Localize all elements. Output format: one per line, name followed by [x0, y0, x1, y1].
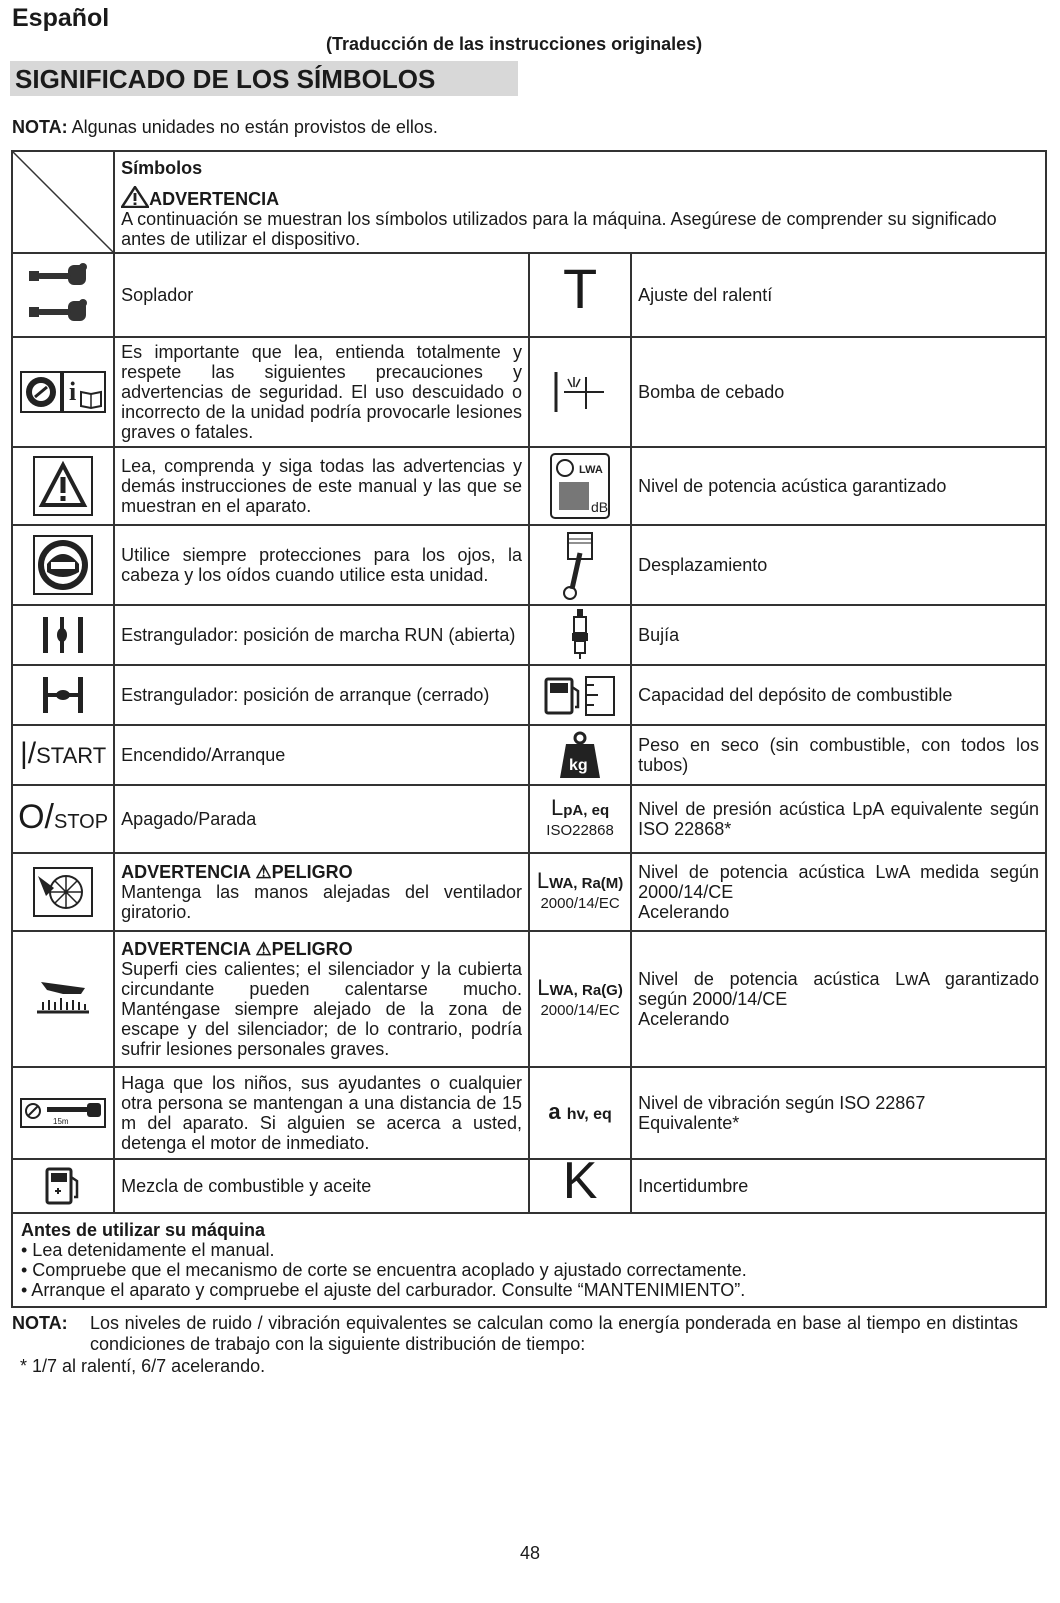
warning-triangle-icon [121, 186, 149, 208]
lpa-label: Nivel de presión acústica LpA equivalente según ISO 22868* [631, 785, 1046, 853]
lwa-measured-cell: Nivel de potencia acústica LwA medida según 2000/14/CE Acelerando [631, 853, 1046, 931]
before-use-row [12, 1213, 1046, 1307]
primer-pump-icon [529, 337, 631, 447]
table-row [12, 1159, 1046, 1213]
spark-plug-icon [529, 605, 631, 665]
svg-text:kg: kg [569, 757, 588, 774]
choke-start-text: Estrangulador: posición de arranque (cerrado) [114, 665, 529, 725]
section-title: SIGNIFICADO DE LOS SÍMBOLOS [10, 61, 518, 96]
table-row [12, 931, 1046, 1067]
list-item: • Arranque el aparato y compruebe el ajuste del carburador. Consulte “MANTENIMIENTO”. [21, 1280, 746, 1300]
page-number: 48 [519, 1543, 541, 1563]
table-row [12, 853, 1046, 931]
list-item: • Compruebe que el mecanismo de corte se encuentra acoplado y ajustado correctamente. [21, 1260, 747, 1280]
table-row [12, 525, 1046, 605]
primer-pump-label: Bomba de cebado [631, 337, 1046, 447]
caution-triangle-icon [12, 447, 114, 525]
idle-adjust-symbol: T [529, 253, 631, 337]
language-label: Español [12, 4, 110, 32]
warning-heading: ADVERTENCIA [121, 186, 1039, 209]
uncertainty-symbol: K [529, 1159, 631, 1213]
svg-text:i: i [69, 377, 77, 406]
read-instructions-text: Lea, comprenda y siga todas las advertencias y demás instrucciones de este manual y las que se muestran en el aparato. [114, 447, 529, 525]
translation-subtitle: (Traducción de las instrucciones originales) [326, 34, 703, 54]
lwa-guaranteed-cell: Nivel de potencia acústica LwA garantizado según 2000/14/CE Acelerando [631, 931, 1046, 1067]
symbols-table [11, 150, 1047, 1308]
spark-plug-label: Bujía [631, 605, 1046, 665]
vibration-cell: Nivel de vibración según ISO 22867 Equivalente* [631, 1067, 1046, 1159]
fuel-oil-mix-label: Mezcla de combustible y aceite [114, 1159, 529, 1213]
dry-weight-label: Peso en seco (sin combustible, con todos los tubos) [631, 725, 1046, 785]
diagonal-cell [12, 151, 114, 253]
table-row [12, 605, 1046, 665]
uncertainty-label: Incertidumbre [631, 1159, 1046, 1213]
vibration-symbol: a hv, eq [529, 1067, 631, 1159]
time-distribution-note: * 1/7 al ralentí, 6/7 acelerando. [20, 1356, 266, 1376]
displacement-label: Desplazamiento [631, 525, 1046, 605]
nota-bottom: NOTA: Los niveles de ruido / vibración equivalentes se calculan como la energía ponderada en base al tiempo en distintas condiciones de trabajo con la siguiente distribución de tiempo: [12, 1313, 1018, 1354]
blower-icon [12, 253, 114, 337]
protective-gear-text: Utilice siempre protecciones para los ojos, la cabeza y los oídos cuando utilice esta unidad. [114, 525, 529, 605]
hot-surface-icon [12, 931, 114, 1067]
stop-label: Apagado/Parada [114, 785, 529, 853]
list-item: • Lea detenidamente el manual. [21, 1240, 275, 1260]
start-label: Encendido/Arranque [114, 725, 529, 785]
sound-power-icon [529, 447, 631, 525]
safety-warning-text: Es importante que lea, entienda totalmente y respete las siguientes precauciones y advertencias de seguridad. El uso descuidado o incorrecto de la unidad podría provocarle lesiones graves o fatales. [114, 337, 529, 447]
read-manual-icon [12, 337, 114, 447]
table-row [12, 447, 1046, 525]
svg-text:LWA: LWA [579, 464, 603, 476]
rotating-fan-icon [12, 853, 114, 931]
protective-gear-icon [12, 525, 114, 605]
hot-surface-warning-cell: ADVERTENCIA ⚠PELIGRO Superfi cies calientes; el silenciador y la cubierta circundante pueden calentarse mucho. Manténgase siempre alejado de la zona de escape y del silenciador; de lo contrario, podría sufrir lesiones personales graves. [114, 931, 529, 1067]
fan-warning-cell: ADVERTENCIA ⚠PELIGRO Mantenga las manos alejadas del ventilador giratorio. [114, 853, 529, 931]
keep-distance-icon [12, 1067, 114, 1159]
warning-text: A continuación se muestran los símbolos utilizados para la máquina. Asegúrese de comprender su significado antes de utilizar el dispositivo. [121, 209, 997, 249]
fuel-tank-capacity-icon [529, 665, 631, 725]
fuel-tank-capacity-label: Capacidad del depósito de combustible [631, 665, 1046, 725]
idle-adjust-label: Ajuste del ralentí [631, 253, 1046, 337]
stop-symbol: O/STOP [12, 785, 114, 853]
symbols-heading: Símbolos [121, 158, 203, 178]
blower-label: Soplador [114, 253, 529, 337]
table-row [12, 1067, 1046, 1159]
svg-text:dB: dB [591, 499, 609, 515]
table-header-row [12, 151, 1046, 253]
lwa-measured-symbol: LWA, Ra(M) 2000/14/EC [529, 853, 631, 931]
table-row [12, 785, 1046, 853]
keep-distance-text: Haga que los niños, sus ayudantes o cualquier otra persona se mantengan a una distancia de 15 m del aparato. Si alguien se acerca a usted, detenga el motor de inmediato. [114, 1067, 529, 1159]
choke-closed-icon [12, 665, 114, 725]
before-use-title: Antes de utilizar su máquina [21, 1220, 266, 1240]
table-row [12, 725, 1046, 785]
table-row [12, 253, 1046, 337]
displacement-icon [529, 525, 631, 605]
svg-text:15m: 15m [53, 1117, 69, 1126]
table-row [12, 337, 1046, 447]
choke-open-icon [12, 605, 114, 665]
start-symbol: |/START [12, 725, 114, 785]
sound-power-label: Nivel de potencia acústica garantizado [631, 447, 1046, 525]
choke-run-text: Estrangulador: posición de marcha RUN (abierta) [114, 605, 529, 665]
fuel-oil-mix-icon [12, 1159, 114, 1213]
weight-icon [529, 725, 631, 785]
nota-top: NOTA: Algunas unidades no están provistos de ellos. [12, 117, 438, 137]
table-row [12, 665, 1046, 725]
lpa-symbol: LpA, eq ISO22868 [529, 785, 631, 853]
lwa-guaranteed-symbol: LWA, Ra(G) 2000/14/EC [529, 931, 631, 1067]
